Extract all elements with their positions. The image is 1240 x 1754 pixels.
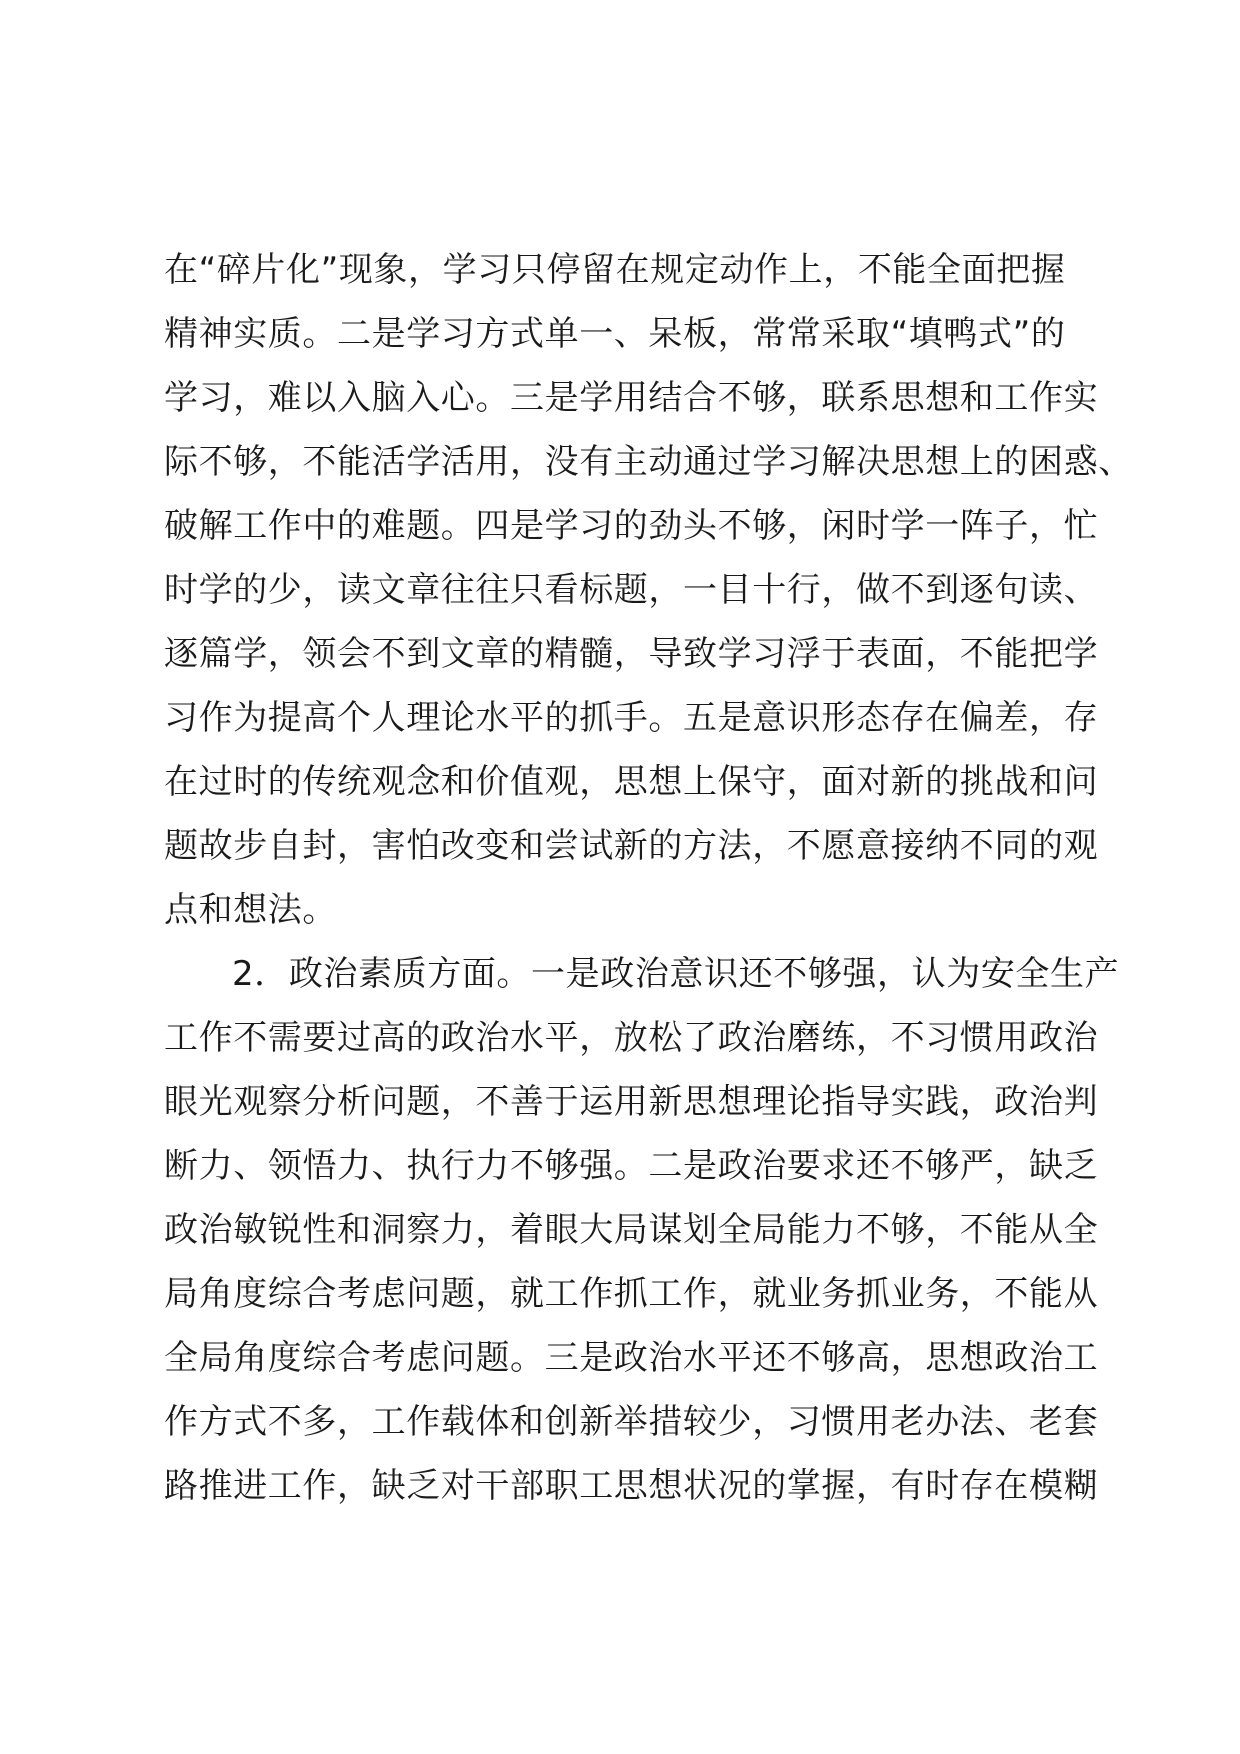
text-line: 点和想法。 bbox=[164, 890, 337, 930]
text-line: 局角度综合考虑问题，就工作抓工作，就业务抓业务，不能从 bbox=[164, 1274, 1099, 1314]
text-line: 题故步自封，害怕改变和尝试新的方法，不愿意接纳不同的观 bbox=[164, 826, 1099, 866]
text-line: 逐篇学，领会不到文章的精髓，导致学习浮于表面，不能把学 bbox=[164, 634, 1099, 674]
text-line: 时学的少，读文章往往只看标题，一目十行，做不到逐句读、 bbox=[164, 570, 1099, 610]
text-line: 在“碎片化”现象，学习只停留在规定动作上，不能全面把握 bbox=[164, 250, 1066, 290]
text-line: 学习，难以入脑入心。三是学用结合不够，联系思想和工作实 bbox=[164, 378, 1099, 418]
text-line: 眼光观察分析问题，不善于运用新思想理论指导实践，政治判 bbox=[164, 1082, 1099, 1122]
body-text bbox=[164, 238, 1133, 1518]
text-line: 际不够，不能活学活用，没有主动通过学习解决思想上的困惑、 bbox=[164, 442, 1133, 482]
text-line: 政治敏锐性和洞察力，着眼大局谋划全局能力不够，不能从全 bbox=[164, 1210, 1099, 1250]
text-line: 路推进工作，缺乏对干部职工思想状况的掌握，有时存在模糊 bbox=[164, 1466, 1099, 1506]
text-line: 全局角度综合考虑问题。三是政治水平还不够高，思想政治工 bbox=[164, 1338, 1099, 1378]
text-line: 在过时的传统观念和价值观，思想上保守，面对新的挑战和问 bbox=[164, 762, 1099, 802]
text-line: 精神实质。二是学习方式单一、呆板，常常采取“填鸭式”的 bbox=[164, 314, 1066, 354]
text-line: 习作为提高个人理论水平的抓手。五是意识形态存在偏差，存 bbox=[164, 698, 1099, 738]
text-line: 作方式不多，工作载体和创新举措较少，习惯用老办法、老套 bbox=[164, 1402, 1099, 1442]
text-line: 断力、领悟力、执行力不够强。二是政治要求还不够严，缺乏 bbox=[164, 1146, 1099, 1186]
text-line: 破解工作中的难题。四是学习的劲头不够，闲时学一阵子，忙 bbox=[164, 506, 1099, 546]
text-line: 工作不需要过高的政治水平，放松了政治磨练，不习惯用政治 bbox=[164, 1018, 1099, 1058]
section-heading-line: 2．政治素质方面。一是政治意识还不够强，认为安全生产 bbox=[232, 954, 1120, 994]
